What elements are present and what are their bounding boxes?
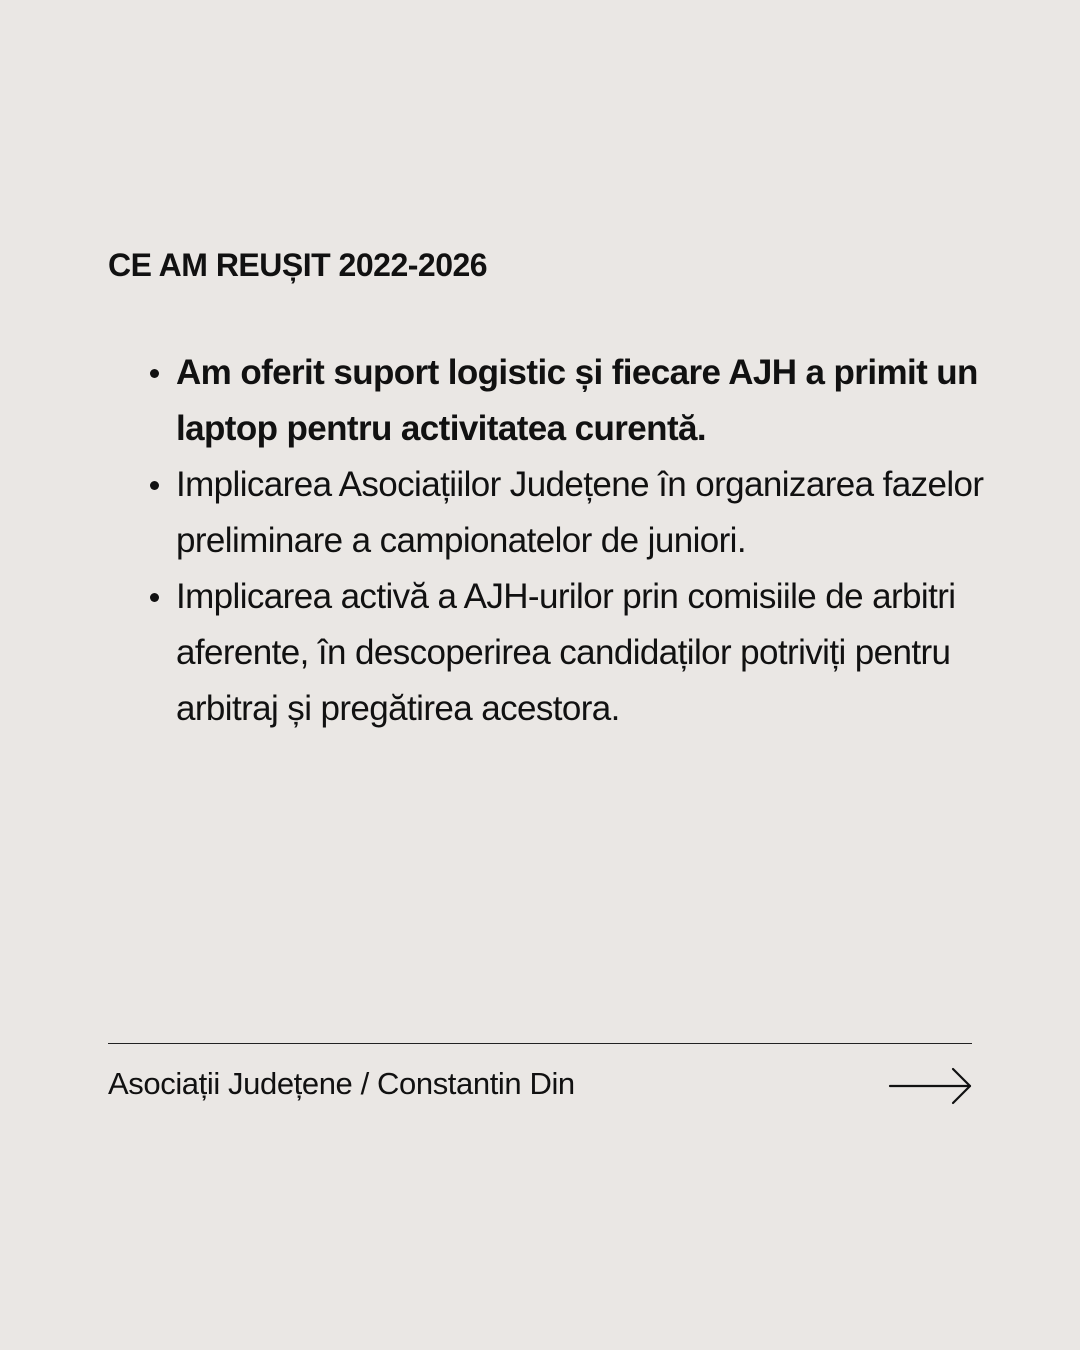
list-item (108, 457, 988, 569)
list-item-text: Implicarea Asociațiilor Județene în organizarea fazelor preliminare a campionatelor de juniori. (176, 465, 984, 560)
bullet-dot-icon (150, 593, 159, 602)
section-heading: CE AM REUȘIT 2022-2026 (108, 247, 488, 283)
achievements-list (108, 345, 988, 737)
footer-divider (108, 1043, 972, 1044)
list-item-text: Am oferit suport logistic și fiecare AJH a primit un laptop pentru activitatea curentă. (176, 353, 978, 448)
list-item-text: Implicarea activă a AJH-urilor prin comisiile de arbitri aferente, în descoperirea candidaților potriviți pentru arbitraj și pregătirea acestora. (176, 577, 956, 728)
list-item (108, 569, 988, 737)
footer-label: Asociații Județene / Constantin Din (108, 1066, 575, 1101)
arrow-right-icon[interactable] (888, 1066, 974, 1106)
list-item (108, 345, 988, 457)
bullet-dot-icon (150, 481, 159, 490)
bullet-dot-icon (150, 369, 159, 378)
